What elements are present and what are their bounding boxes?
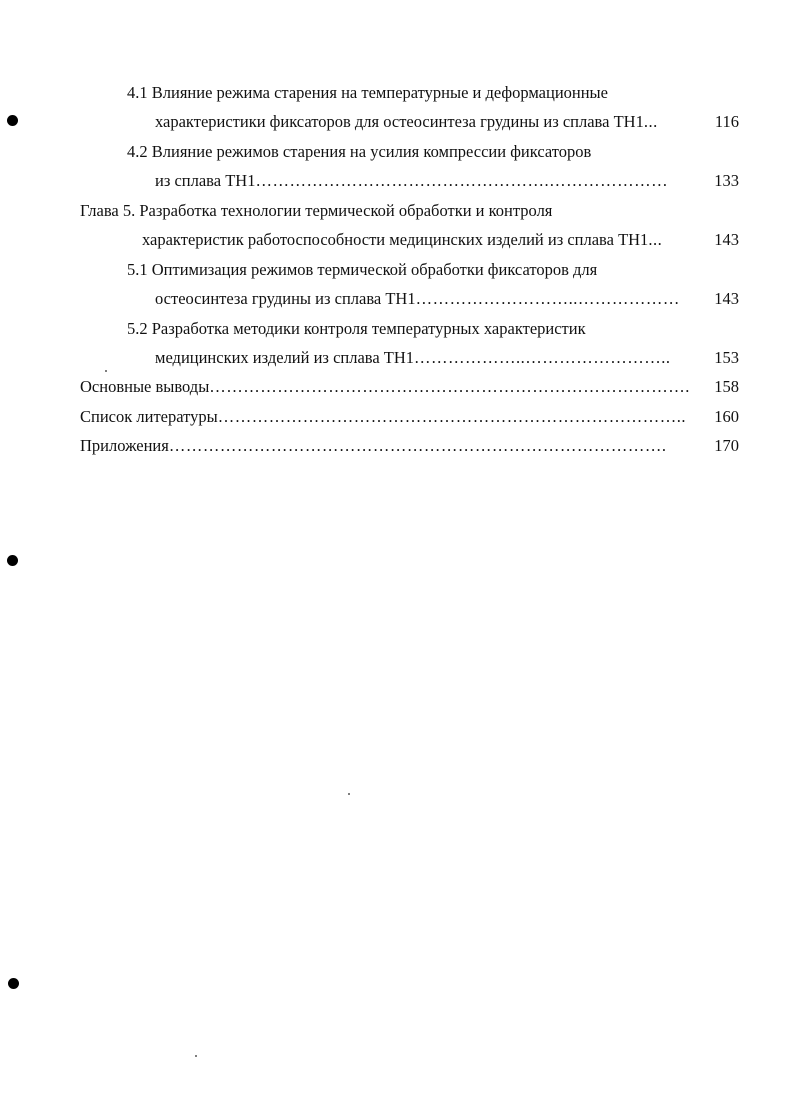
toc-entry-text: медицинских изделий из сплава ТН1 xyxy=(155,348,415,367)
toc-page-number: 158 xyxy=(714,377,739,396)
toc-chapter-5-line1: Глава 5. Разработка технологии термической обработки и контроля xyxy=(80,201,553,220)
scan-speck xyxy=(195,1055,197,1057)
toc-entry-4-2-line2 xyxy=(155,171,739,191)
toc-leader: ………………………..……………… xyxy=(415,289,680,308)
toc-page-number: 143 xyxy=(714,289,739,308)
toc-entry-conclusions xyxy=(80,377,739,397)
punch-hole-bottom xyxy=(8,978,19,989)
toc-entry-5-1-line1: 5.1 Оптимизация режимов термической обработки фиксаторов для xyxy=(127,260,598,279)
toc-page-number: 116 xyxy=(714,112,739,131)
toc-entry-4-2-line1: 4.2 Влияние режимов старения на усилия компрессии фиксаторов xyxy=(127,142,592,161)
toc-page-number: 170 xyxy=(714,436,739,455)
toc-page-number: 133 xyxy=(714,171,739,190)
toc-leader: ... xyxy=(643,112,658,131)
toc-entry-4-1-line1: 4.1 Влияние режима старения на температурные и деформационные xyxy=(127,83,608,102)
toc-leader: …………………………………………….………………… xyxy=(255,171,669,190)
toc-entry-5-2-line2 xyxy=(155,348,739,368)
scan-speck xyxy=(105,370,107,372)
toc-entry-text: Основные выводы xyxy=(80,377,210,396)
toc-entry-text: остеосинтеза грудины из сплава ТН1 xyxy=(155,289,416,308)
punch-hole-middle xyxy=(7,555,18,566)
toc-entry-5-2-line1: 5.2 Разработка методики контроля температурных характеристик xyxy=(127,319,586,338)
toc-leader: ……………………………………………………………………………. xyxy=(168,436,667,455)
toc-entry-text: из сплава ТН1 xyxy=(155,171,256,190)
toc-leader: ………………..…………………….. xyxy=(414,348,671,367)
toc-chapter-5-line2 xyxy=(142,230,739,250)
toc-page-number: 143 xyxy=(714,230,739,249)
toc-leader: …………………………………………………………………………. xyxy=(209,377,690,396)
toc-entry-text: характеристики фиксаторов для остеосинтеза грудины из сплава ТН1 xyxy=(155,112,644,131)
toc-leader: ... xyxy=(648,230,663,249)
toc-entry-text: Список литературы xyxy=(80,407,218,426)
toc-entry-4-1-line2 xyxy=(155,112,739,132)
punch-hole-top xyxy=(7,115,18,126)
scan-speck xyxy=(348,793,350,795)
toc-leader: ……………………………………………………………………….. xyxy=(217,407,686,426)
toc-entry-text: Приложения xyxy=(80,436,169,455)
toc-entry-text: характеристик работоспособности медицинских изделий из сплава ТН1 xyxy=(142,230,649,249)
toc-entry-appendices xyxy=(80,436,739,456)
toc-entry-references xyxy=(80,407,739,427)
toc-page-number: 160 xyxy=(714,407,739,426)
toc-page-number: 153 xyxy=(714,348,739,367)
toc-entry-5-1-line2 xyxy=(155,289,739,309)
